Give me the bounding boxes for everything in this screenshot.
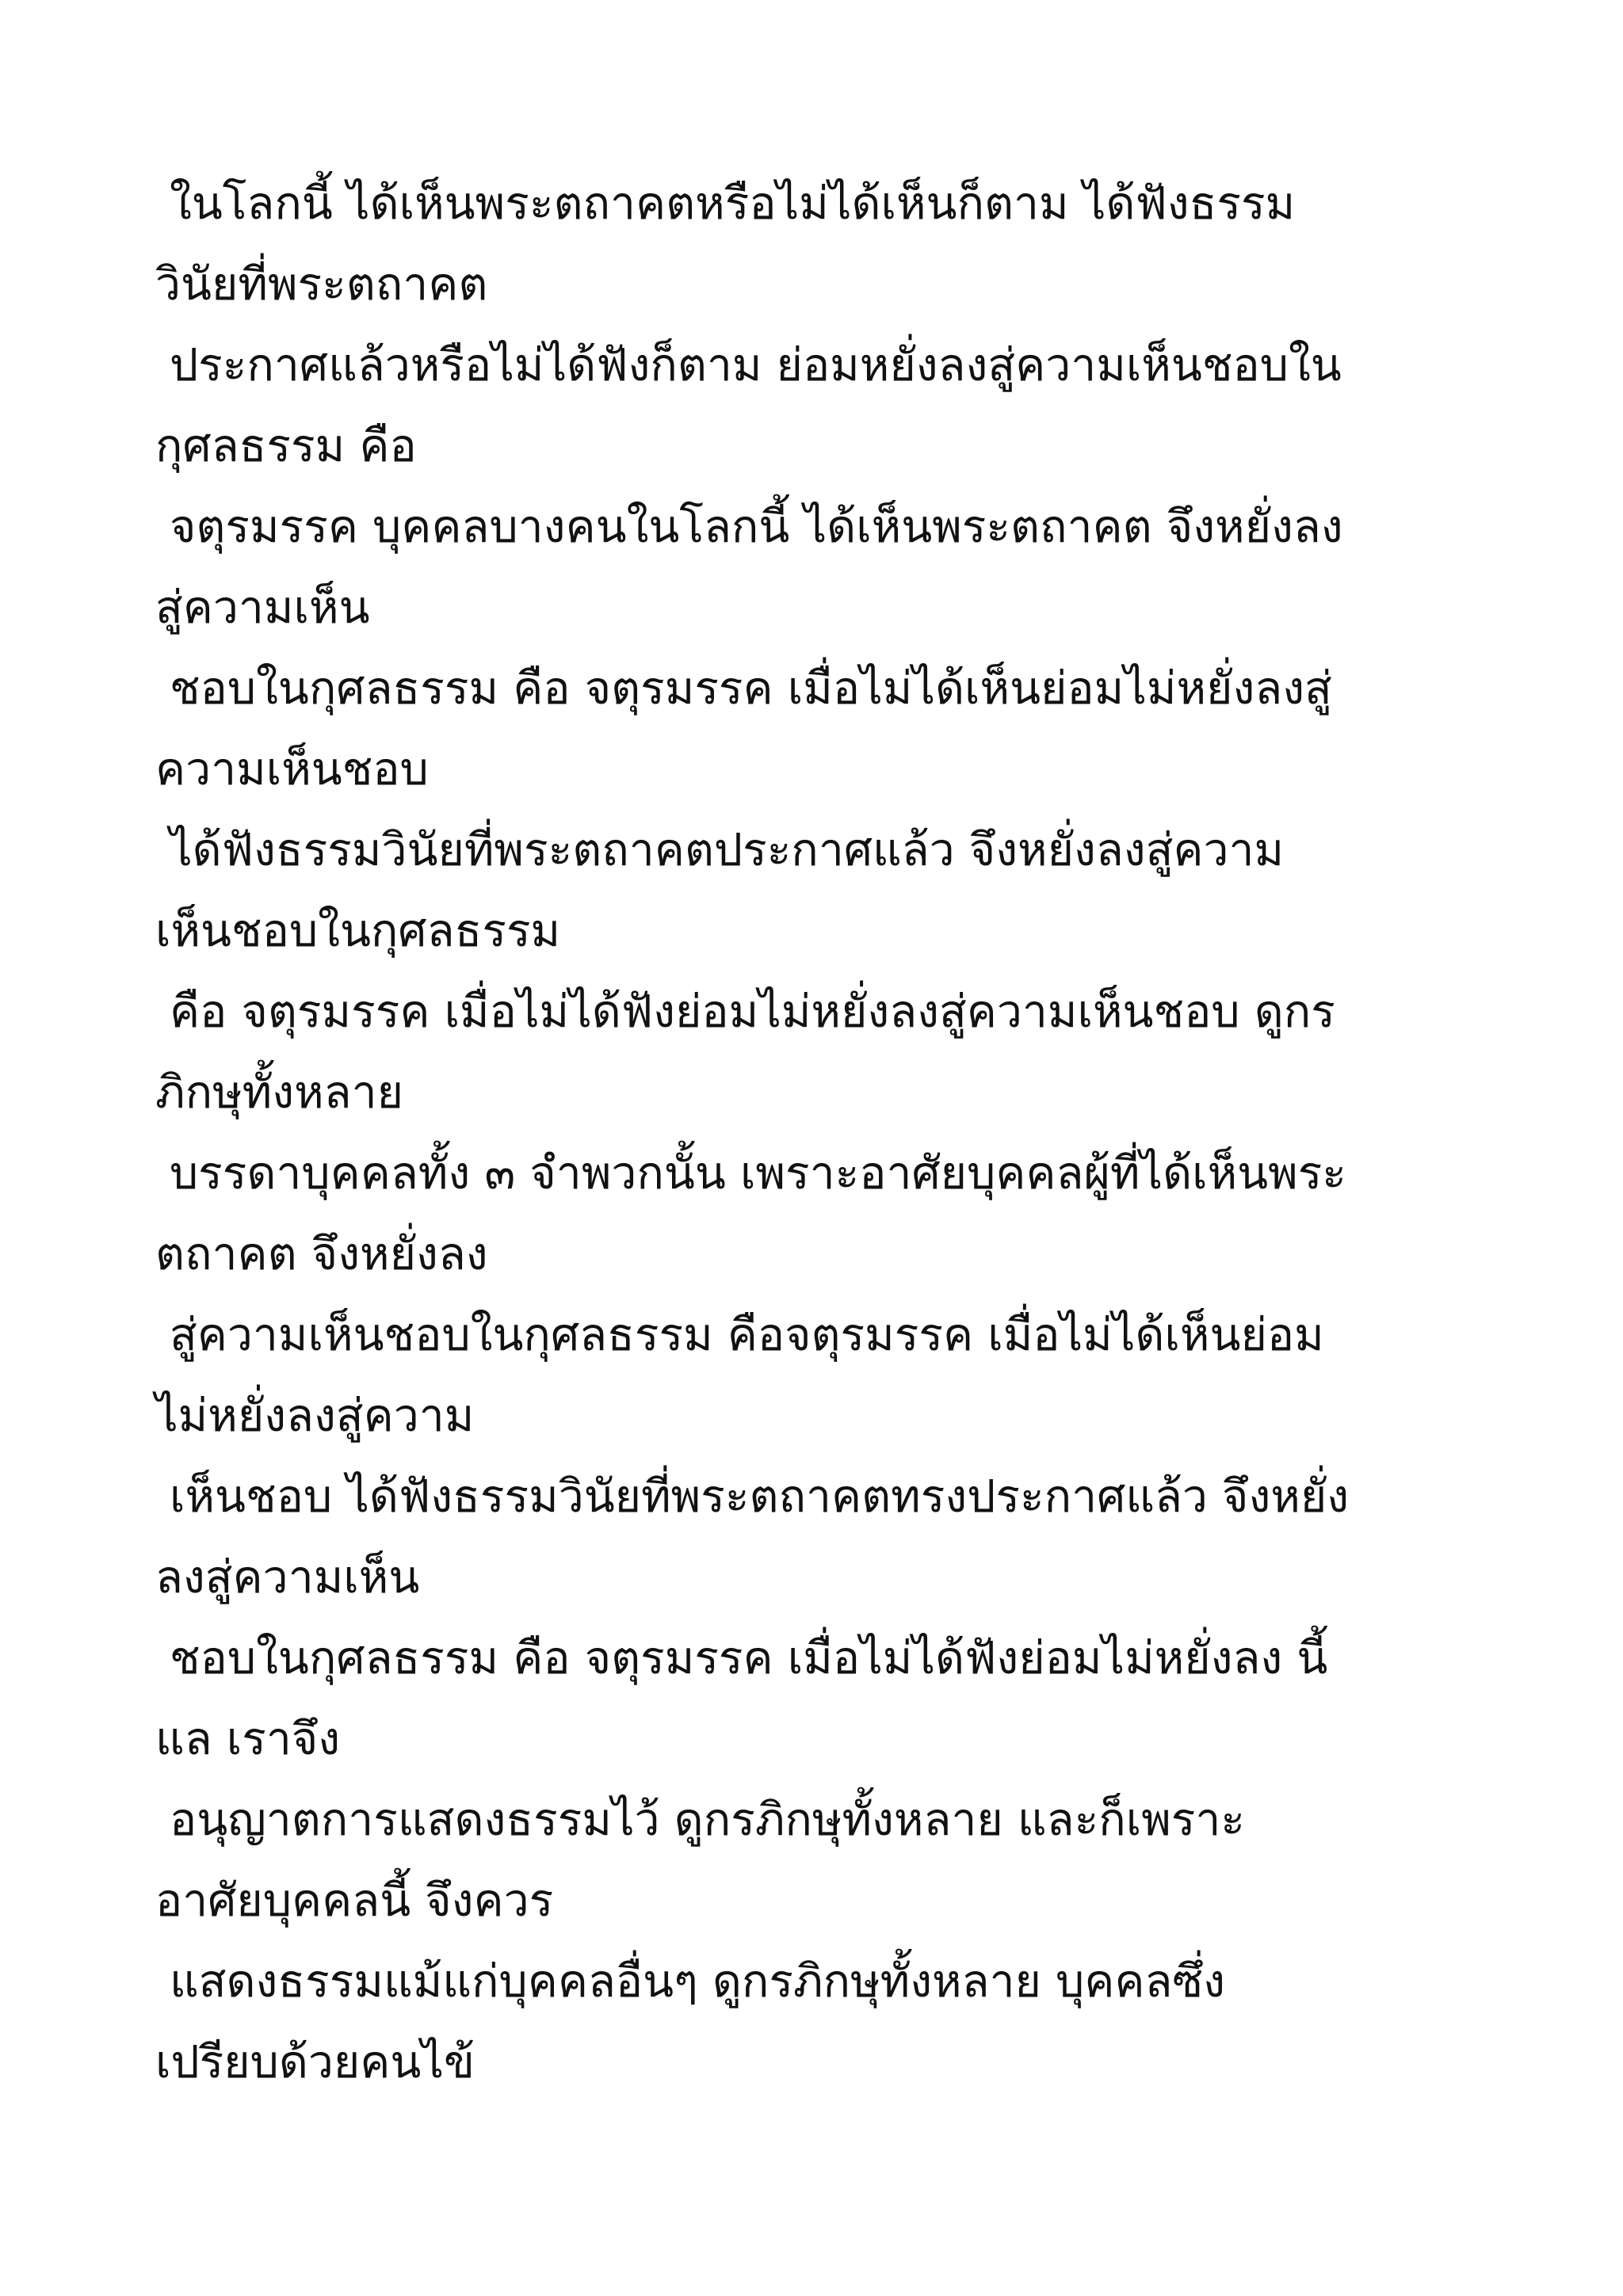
text-line: ได้ฟังธรรมวินัยที่พระตถาคตประกาศแล้ว จึงหยั่งลงสู่ความ xyxy=(170,824,1285,876)
text-line: สู่ความเห็นชอบในกุศลธรรม คือจตุรมรรค เมื่อไม่ได้เห็นย่อม xyxy=(170,1309,1324,1361)
text-line: วินัยที่พระตถาคต xyxy=(155,258,488,311)
text-line: ประกาศแล้วหรือไม่ได้ฟังก็ตาม ย่อมหยั่งลงสู่ความเห็นชอบใน xyxy=(170,339,1342,391)
text-line: ความเห็นชอบ xyxy=(155,743,429,795)
text-line: แสดงธรรมแม้แก่บุคคลอื่นๆ ดูกรภิกษุทั้งหลาย บุคคลซึ่ง xyxy=(170,1955,1225,2008)
text-line: กุศลธรรม คือ xyxy=(155,420,417,472)
text-line: ตถาคต จึงหยั่งลง xyxy=(155,1228,488,1280)
text-line: แล เราจึง xyxy=(155,1713,341,1765)
text-line: เปรียบด้วยคนไข้ xyxy=(155,2036,475,2088)
text-line: ในโลกนี้ ได้เห็นพระตถาคตหรือไม่ได้เห็นก็ตาม ได้ฟังธรรม xyxy=(170,177,1296,230)
text-line: จตุรมรรค บุคคลบางคนในโลกนี้ ได้เห็นพระตถาคต จึงหยั่งลง xyxy=(170,501,1343,553)
text-line: สู่ความเห็น xyxy=(155,582,370,634)
text-line: อนุญาตการแสดงธรรมไว้ ดูกรภิกษุทั้งหลาย และก็เพราะ xyxy=(170,1794,1246,1846)
text-line: ภิกษุทั้งหลาย xyxy=(155,1066,403,1119)
text-line: คือ จตุรมรรค เมื่อไม่ได้ฟังย่อมไม่หยั่งลงสู่ความเห็นชอบ ดูกร xyxy=(170,986,1335,1038)
text-line: ลงสู่ความเห็น xyxy=(155,1551,420,1604)
text-line: ไม่หยั่งลงสู่ความ xyxy=(155,1390,475,1442)
text-line: บรรดาบุคคลทั้ง ๓ จำพวกนั้น เพราะอาศัยบุคคลผู้ที่ได้เห็นพระ xyxy=(170,1147,1346,1199)
body-text xyxy=(155,163,1503,2103)
text-line: เห็นชอบ ได้ฟังธรรมวินัยที่พระตถาคตทรงประกาศแล้ว จึงหยั่ง xyxy=(170,1470,1350,1523)
text-line: ชอบในกุศลธรรม คือ จตุรมรรค เมื่อไม่ได้ฟังย่อมไม่หยั่งลง นี้ xyxy=(170,1632,1328,1684)
text-line: อาศัยบุคคลนี้ จึงควร xyxy=(155,1875,554,1927)
text-line: ชอบในกุศลธรรม คือ จตุรมรรค เมื่อไม่ได้เห็นย่อมไม่หยั่งลงสู่ xyxy=(170,662,1332,715)
text-line: เห็นชอบในกุศลธรรม xyxy=(155,905,561,957)
